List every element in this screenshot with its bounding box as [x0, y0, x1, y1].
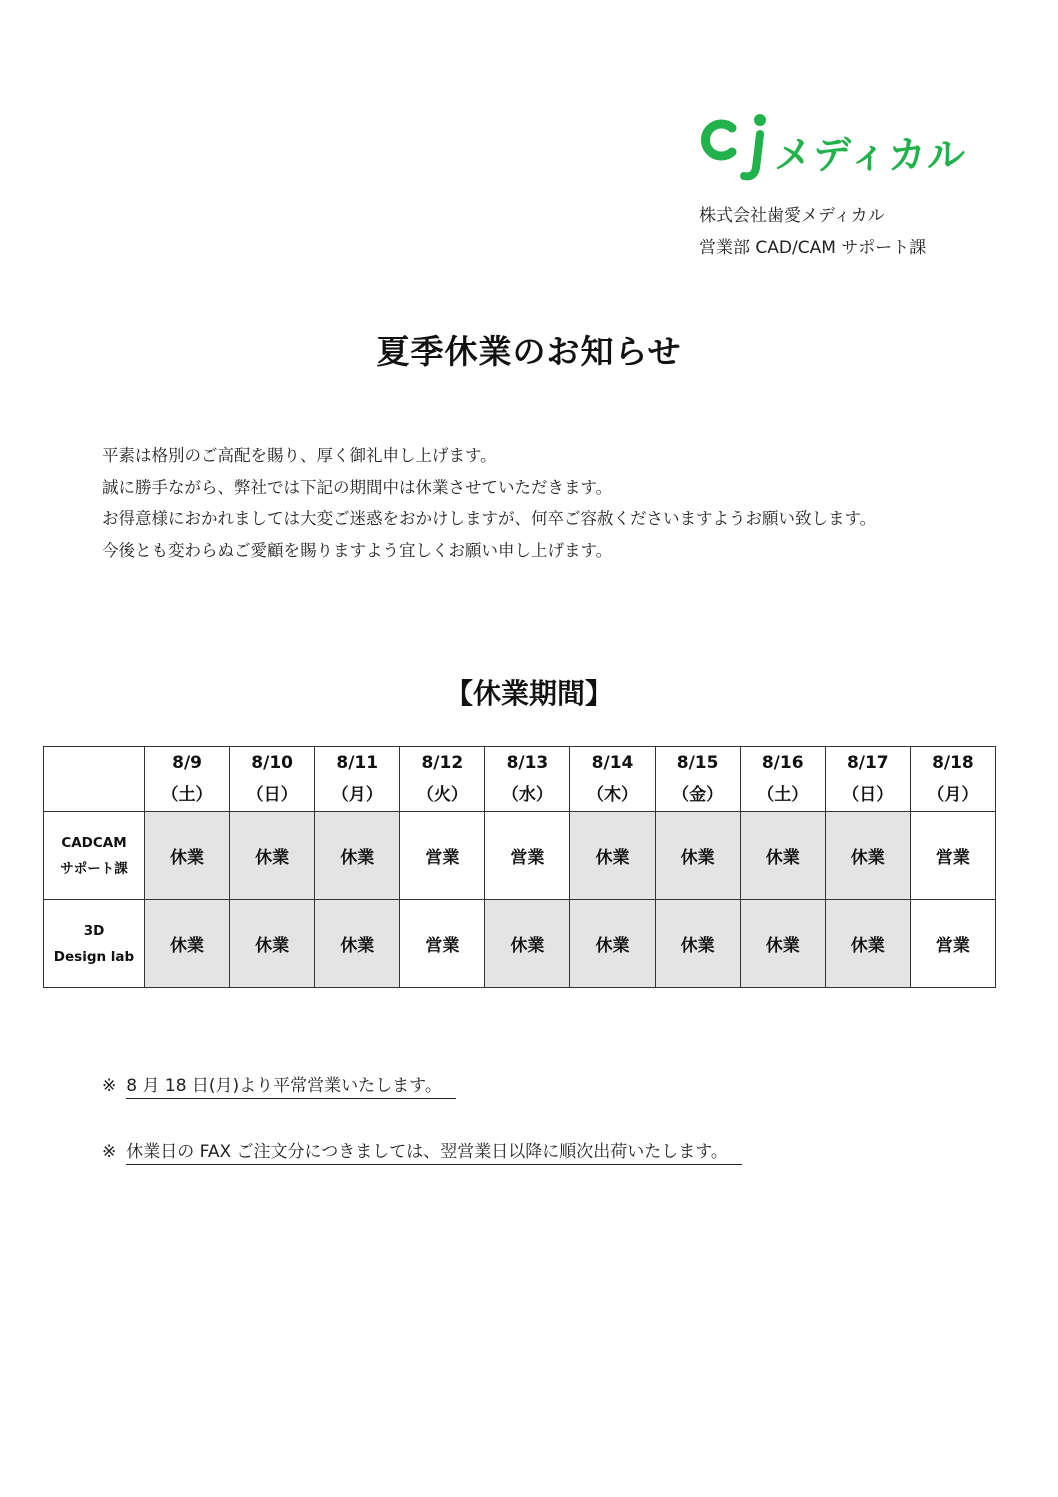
status-cell: 休業: [740, 812, 825, 900]
note-text: 休業日の FAX ご注文分につきましては、翌営業日以降に順次出荷いたします。: [126, 1142, 742, 1165]
date-label: 8/15: [676, 753, 719, 773]
status-cell: 営業: [400, 812, 485, 900]
date-label: 8/10: [251, 753, 293, 773]
weekday-label: （木）: [587, 785, 639, 805]
weekday-label: （水）: [501, 785, 553, 805]
note-item: [102, 1137, 742, 1162]
row-label-line: 3D: [83, 922, 105, 939]
ci-logo-mark-icon: [698, 110, 778, 182]
weekday-label: （金）: [672, 785, 724, 805]
status-cell: 営業: [910, 812, 995, 900]
weekday-label: （日）: [246, 785, 298, 805]
body-line: 誠に勝手ながら、弊社では下記の期間中は休業させていただきます。: [102, 477, 613, 497]
date-header: [485, 747, 570, 812]
note-mark: ※: [102, 1142, 117, 1162]
table-corner-cell: [44, 747, 145, 812]
status-cell: 休業: [655, 812, 740, 900]
row-label: [44, 812, 145, 900]
weekday-label: （日）: [842, 785, 894, 805]
status-cell: 休業: [315, 900, 400, 988]
status-cell: 営業: [910, 900, 995, 988]
weekday-label: （土）: [161, 785, 213, 805]
status-cell: 休業: [145, 812, 230, 900]
status-cell: 休業: [485, 900, 570, 988]
status-cell: 休業: [230, 900, 315, 988]
page-title: 夏季休業のお知らせ: [376, 332, 682, 371]
status-cell: 休業: [570, 900, 655, 988]
date-header: [315, 747, 400, 812]
company-name: 株式会社歯愛メディカル: [699, 206, 885, 226]
department-name: 営業部 CAD/CAM サポート課: [699, 238, 927, 258]
status-cell: 休業: [825, 900, 910, 988]
date-label: 8/9: [172, 753, 202, 773]
date-header: [910, 747, 995, 812]
row-label-line: Design lab: [53, 948, 135, 965]
date-header: [145, 747, 230, 812]
date-label: 8/13: [506, 753, 549, 773]
status-cell: 休業: [825, 812, 910, 900]
date-header: [400, 747, 485, 812]
status-cell: 休業: [570, 812, 655, 900]
weekday-label: （月）: [331, 785, 383, 805]
body-line: 今後とも変わらぬご愛顧を賜りますよう宜しくお願い申し上げます。: [102, 540, 613, 560]
table-header-row: [44, 747, 996, 812]
status-cell: 休業: [230, 812, 315, 900]
logo-text: メディカル: [774, 133, 966, 177]
status-cell: 休業: [145, 900, 230, 988]
body-paragraph: [102, 440, 876, 566]
row-label: [44, 900, 145, 988]
note-text: 8 月 18 日(月)より平常営業いたします。: [126, 1076, 456, 1099]
date-header: [825, 747, 910, 812]
table-row-design-lab: [44, 900, 996, 988]
date-header: [570, 747, 655, 812]
note-mark: ※: [102, 1076, 117, 1096]
date-header: [655, 747, 740, 812]
date-label: 8/17: [846, 753, 889, 773]
table-row-cadcam: [44, 812, 996, 900]
date-label: 8/11: [336, 753, 379, 773]
date-label: 8/18: [932, 753, 974, 773]
company-info: [699, 200, 926, 264]
date-label: 8/16: [761, 753, 804, 773]
date-header: [230, 747, 315, 812]
body-line: お得意様におかれましては大変ご迷惑をおかけしますが、何卒ご容赦くださいますようお願い致します。: [102, 509, 877, 528]
note-item: [102, 1071, 456, 1096]
weekday-label: （土）: [757, 785, 809, 805]
row-label-line: サポート課: [60, 860, 128, 877]
row-label-line: CADCAM: [61, 834, 127, 851]
status-cell: 休業: [655, 900, 740, 988]
date-label: 8/12: [421, 753, 464, 773]
status-cell: 営業: [485, 812, 570, 900]
date-label: 8/14: [591, 753, 634, 773]
weekday-label: （火）: [416, 785, 468, 805]
status-cell: 営業: [400, 900, 485, 988]
date-header: [740, 747, 825, 812]
status-cell: 休業: [315, 812, 400, 900]
weekday-label: （月）: [927, 785, 979, 805]
status-cell: 休業: [740, 900, 825, 988]
body-line: 平素は格別のご高配を賜り、厚く御礼申し上げます。: [102, 446, 497, 465]
schedule-table: [43, 746, 996, 988]
section-title: 【休業期間】: [444, 677, 613, 710]
